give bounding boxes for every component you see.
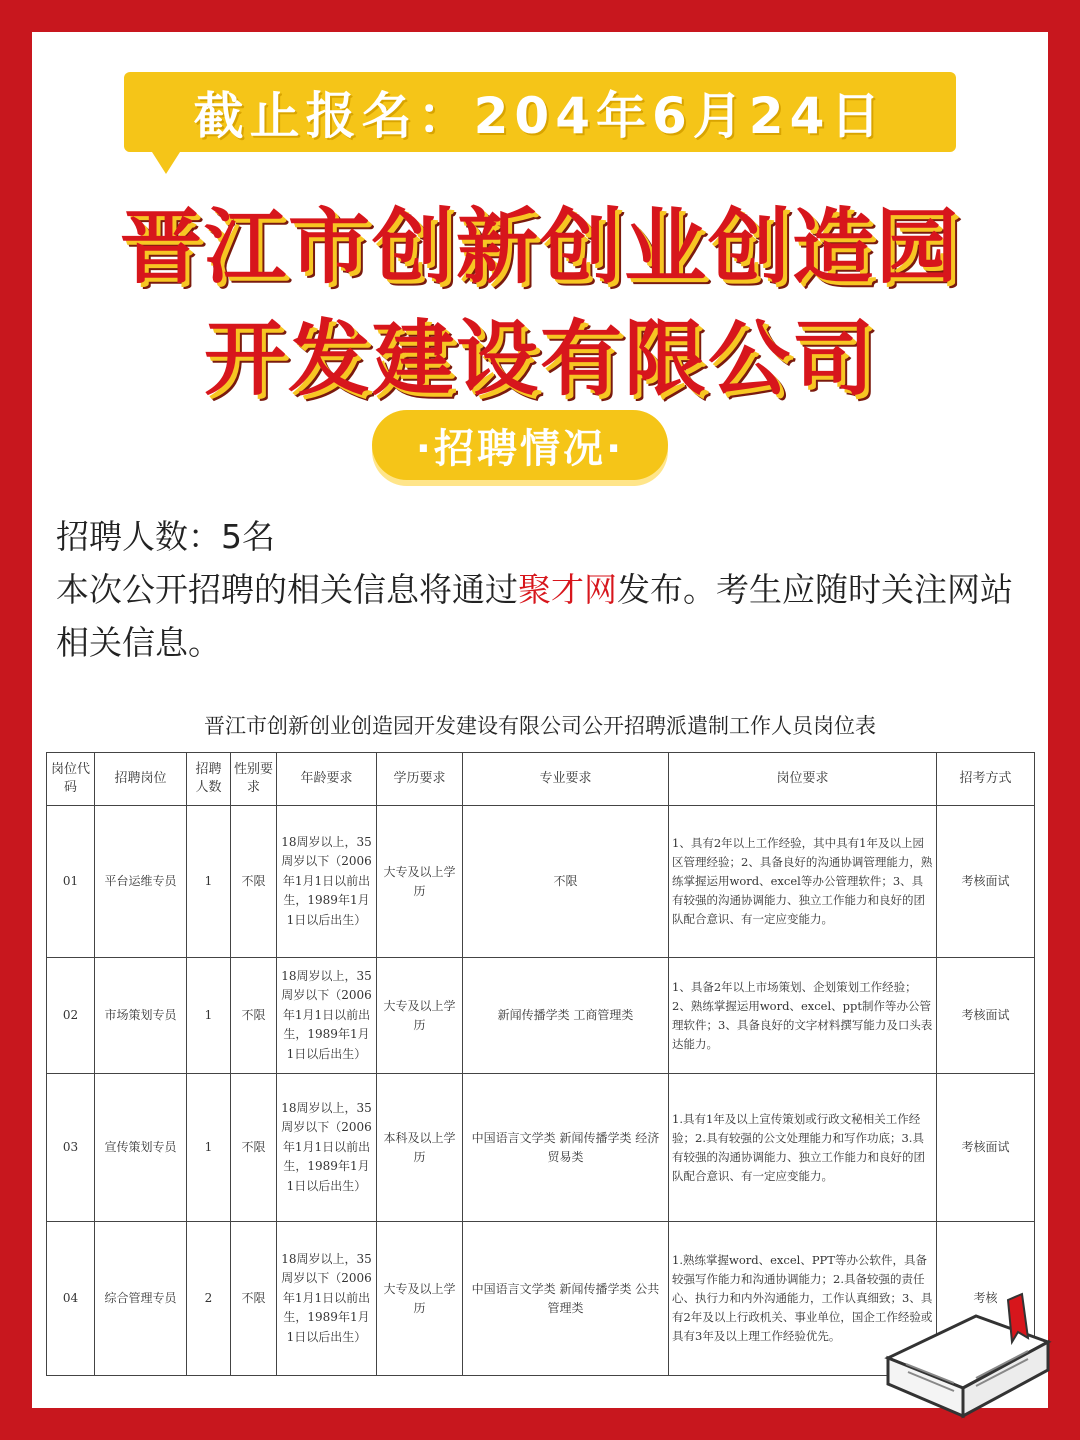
company-title-line-2: 开发建设有限公司 <box>203 312 876 407</box>
cell-req: 1.熟练掌握word、excel、PPT等办公软件，具备较强写作能力和沟通协调能力；2.具备较强的责任心、执行力和内外沟通能力，工作认真细致；3、具有2年及以上行政机关、事业单位，国企工作经验或具有3年及以上理工作经验优先。 <box>669 1222 937 1376</box>
cell-code: 02 <box>47 958 95 1074</box>
header-req: 岗位要求 <box>669 753 937 806</box>
header-edu: 学历要求 <box>377 753 463 806</box>
cell-major: 新闻传播学类 工商管理类 <box>463 958 669 1074</box>
cell-code: 03 <box>47 1074 95 1222</box>
cell-post: 市场策划专员 <box>95 958 187 1074</box>
cell-sex: 不限 <box>231 958 277 1074</box>
cell-post: 宣传策划专员 <box>95 1074 187 1222</box>
cell-edu: 本科及以上学历 <box>377 1074 463 1222</box>
section-pill-label: ·招聘情况· <box>415 425 625 472</box>
cell-age: 18周岁以上，35周岁以下（2006年1月1日以前出生，1989年1月1日以后出生） <box>277 806 377 958</box>
cell-edu: 大专及以上学历 <box>377 1222 463 1376</box>
cell-num: 1 <box>187 1074 231 1222</box>
cell-sex: 不限 <box>231 1074 277 1222</box>
cell-major: 中国语言文学类 新闻传播学类 经济贸易类 <box>463 1074 669 1222</box>
cell-exam: 考核面试 <box>937 806 1035 958</box>
cell-age: 18周岁以上，35周岁以下（2006年1月1日以前出生，1989年1月1日以后出生） <box>277 1222 377 1376</box>
cell-code: 01 <box>47 806 95 958</box>
info-paragraph <box>56 563 1031 669</box>
cell-post: 综合管理专员 <box>95 1222 187 1376</box>
header-exam: 招考方式 <box>937 753 1035 806</box>
website-highlight: 聚才网 <box>518 570 617 609</box>
cell-exam: 考核 <box>937 1222 1035 1376</box>
poster-frame <box>32 32 1048 1408</box>
cell-age: 18周岁以上，35周岁以下（2006年1月1日以前出生，1989年1月1日以后出生） <box>277 958 377 1074</box>
header-sex: 性别要求 <box>231 753 277 806</box>
header-code: 岗位代码 <box>47 753 95 806</box>
cell-code: 04 <box>47 1222 95 1376</box>
info-before: 本次公开招聘的相关信息将通过 <box>56 570 518 609</box>
cell-sex: 不限 <box>231 1222 277 1376</box>
cell-major: 不限 <box>463 806 669 958</box>
cell-post: 平台运维专员 <box>95 806 187 958</box>
cell-req: 1.具有1年及以上宣传策划或行政文秘相关工作经验；2.具有较强的公文处理能力和写作功底；3.具有较强的沟通协调能力、独立工作能力和良好的团队配合意识、有一定应变能力。 <box>669 1074 937 1222</box>
company-title-line-1: 晋江市创新创业创造园 <box>119 200 960 295</box>
cell-num: 2 <box>187 1222 231 1376</box>
recruit-count: 招聘人数：5名 <box>56 517 275 556</box>
header-age: 年龄要求 <box>277 753 377 806</box>
table-row <box>47 806 1035 958</box>
header-major: 专业要求 <box>463 753 669 806</box>
cell-sex: 不限 <box>231 806 277 958</box>
header-num: 招聘人数 <box>187 753 231 806</box>
intro-text <box>56 510 1031 669</box>
cell-edu: 大专及以上学历 <box>377 806 463 958</box>
table-row <box>47 958 1035 1074</box>
table-row <box>47 1074 1035 1222</box>
cell-req: 1、具有2年以上工作经验，其中具有1年及以上园区管理经验；2、具备良好的沟通协调管理能力，熟练掌握运用word、excel等办公管理软件；3、具有较强的沟通协调能力、独立工作能力和良好的团队配合意识、有一定应变能力。 <box>669 806 937 958</box>
cell-edu: 大专及以上学历 <box>377 958 463 1074</box>
cell-num: 1 <box>187 806 231 958</box>
section-pill <box>372 410 668 480</box>
table-title: 晋江市创新创业创造园开发建设有限公司公开招聘派遣制工作人员岗位表 <box>204 714 876 738</box>
cell-req: 1、具备2年以上市场策划、企划策划工作经验；2、熟练掌握运用word、excel、ppt制作等办公管理软件；3、具备良好的文字材料撰写能力及口头表达能力。 <box>669 958 937 1074</box>
table-header-row <box>47 753 1035 806</box>
cell-age: 18周岁以上，35周岁以下（2006年1月1日以前出生，1989年1月1日以后出生） <box>277 1074 377 1222</box>
cell-exam: 考核面试 <box>937 1074 1035 1222</box>
cell-num: 1 <box>187 958 231 1074</box>
deadline-banner <box>124 72 956 152</box>
deadline-text: 截止报名：204年6月24日 <box>193 87 887 145</box>
cell-exam: 考核面试 <box>937 958 1035 1074</box>
header-post: 招聘岗位 <box>95 753 187 806</box>
info-after: 发布。考生应随时关注网站相关信息。 <box>56 570 1013 662</box>
cell-major: 中国语言文学类 新闻传播学类 公共管理类 <box>463 1222 669 1376</box>
open-book-icon <box>858 1280 1068 1430</box>
